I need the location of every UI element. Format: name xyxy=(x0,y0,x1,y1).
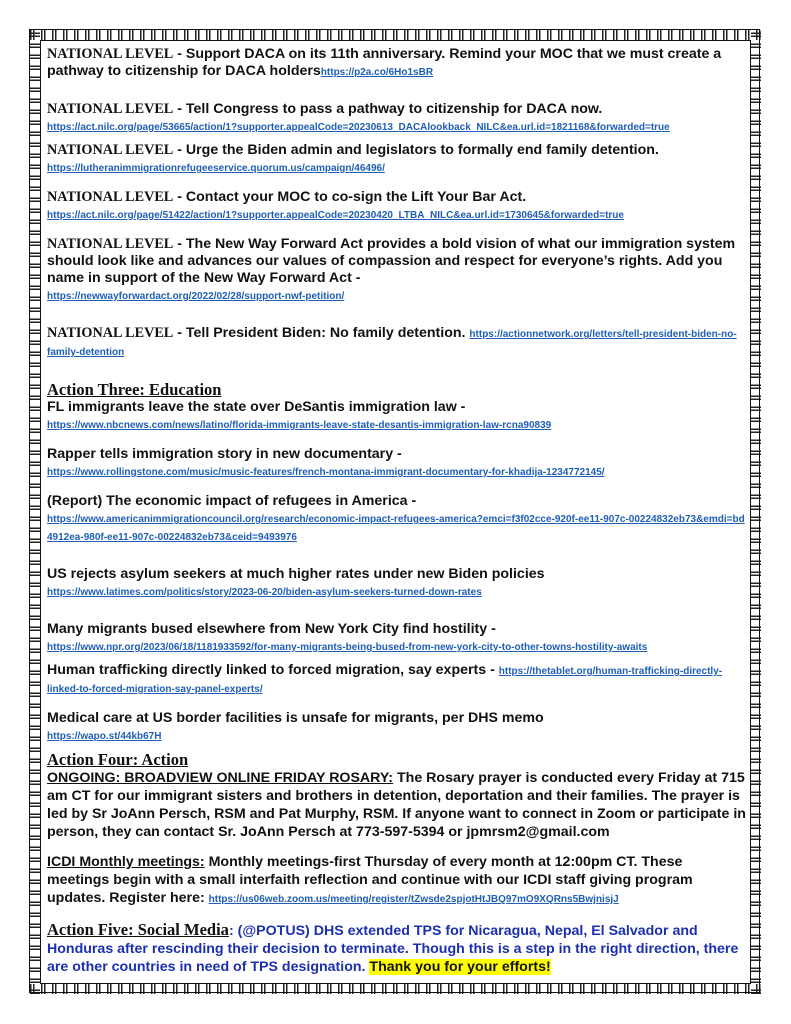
education-item-3: (Report) The economic impact of refugees in America - https://www.americanimmigrationcouncil.org/research/economic-impact-refugees-america?emci=f3f02cce-920f-ee11-907c-00224832eb73&emdi=bd4912ea-980f-ee11-907c-00224832eb73&ceid=9493976 xyxy=(47,493,745,543)
item-link[interactable]: https://www.latimes.com/politics/story/2023-06-20/biden-asylum-seekers-turned-down-rates xyxy=(47,587,482,598)
item-link[interactable]: https://www.nbcnews.com/news/latino/florida-immigrants-leave-state-desantis-immigration-law-rcna90839 xyxy=(47,420,552,431)
item-link[interactable]: https://thetablet.org/human-trafficking-directly-linked-to-forced-migration-say-panel-experts/ xyxy=(47,666,723,695)
education-item-2 xyxy=(47,446,747,481)
section-heading-action: Action Four: Action xyxy=(47,750,189,769)
item-text: FL immigrants leave the state over DeSantis immigration law - xyxy=(47,399,466,415)
item-text: Tell President Biden: No family detention xyxy=(185,325,462,341)
item-text: Tell Congress to pass a pathway to citizenship for DACA now. xyxy=(185,101,603,117)
rosary-title: ONGOING: BROADVIEW ONLINE FRIDAY ROSARY: xyxy=(47,770,394,786)
item-link[interactable]: https://wapo.st/44kb67H xyxy=(47,731,162,742)
level-label: NATIONAL LEVEL xyxy=(47,236,174,252)
item-link[interactable]: https://actionnetwork.org/letters/tell-president-biden-no-family-detention xyxy=(47,329,737,358)
national-item-5: NATIONAL LEVEL - The New Way Forward Act provides a bold vision of what our immigration system should look like and advances our values of compassion and respect for everyone’s rights. Add you name in support of the New Way Forward Act - https://newwayforwardact.org/2022/02/28/support-nwf-petition/ xyxy=(47,236,736,302)
icdi-paragraph: ICDI Monthly meetings: Monthly meetings-first Thursday of every month at 12:00pm CT. These meetings begin with a small interfaith reflection and continue with our ICDI staff giving program updates. Register here: https://us06web.zoom.us/meeting/register/tZwsde2spjotHtJBQ97mO9XQRns5BwjnisjJ xyxy=(47,854,693,906)
education-item-1 xyxy=(47,399,747,434)
national-item-6: NATIONAL LEVEL - Tell President Biden: No family detention. https://actionnetwork.org/letters/tell-president-biden-no-family-detention xyxy=(47,325,737,358)
education-item-7 xyxy=(47,710,747,745)
level-label: NATIONAL LEVEL xyxy=(47,46,174,62)
item-text: Contact your MOC to co-sign the Lift Your Bar Act. xyxy=(185,189,527,205)
item-text: US rejects asylum seekers at much higher rates under new Biden policies xyxy=(47,566,545,582)
item-text: Urge the Biden admin and legislators to formally end family detention. xyxy=(185,142,659,158)
page-content xyxy=(47,46,747,976)
national-item-2: NATIONAL LEVEL - Tell Congress to pass a pathway to citizenship for DACA now. https://act.nilc.org/page/53665/action/1?supporter.appealCode=20230613_DACAlookback_NILC&ea.url.id=1821168&forwarded=true xyxy=(47,101,670,133)
item-link[interactable]: https://act.nilc.org/page/53665/action/1?supporter.appealCode=20230613_DACAlookback_NILC&ea.url.id=1821168&forwarded=true xyxy=(47,122,670,133)
item-link[interactable]: https://act.nilc.org/page/51422/action/1?supporter.appealCode=20230420_LTBA_NILC&ea.url.id=1730645&forwarded=true xyxy=(47,210,624,221)
level-label: NATIONAL LEVEL xyxy=(47,142,174,158)
national-item-1: NATIONAL LEVEL - Support DACA on its 11th anniversary. Remind your MOC that we must create a pathway to citizenship for DACA holdershttps://p2a.co/6Ho1sBR xyxy=(47,46,722,79)
social-paragraph: Action Five: Social Media: (@POTUS) DHS extended TPS for Nicaragua, Nepal, El Salvador and Honduras after rescinding their decision to terminate. Though this is a step in the right direction, there are other countries in need of TPS designation. Thank you for your efforts! xyxy=(47,920,739,975)
rosary-paragraph xyxy=(47,769,747,841)
item-text: Rapper tells immigration story in new documentary - xyxy=(47,446,402,462)
icdi-title: ICDI Monthly meetings: xyxy=(47,854,205,870)
education-item-6 xyxy=(47,662,747,698)
item-link[interactable]: https://www.npr.org/2023/06/18/1181933592/for-many-migrants-being-bused-from-new-york-city-to-other-towns-hostility-awaits xyxy=(47,642,648,653)
rosary-text: The Rosary prayer is conducted every Friday at 715 am CT for our immigrant sisters and brothers in detention, deportation and their families. The prayer is led by Sr JoAnn Persch, RSM and Pat Murphy, RSM. If anyone want to connect in Zoom or participate in person, they can contact Sr. JoAnn Persch at 773-597-5394 or jpmrsm2@gmail.com xyxy=(47,770,746,840)
item-text: The New Way Forward Act provides a bold vision of what our immigration system should look like and advances our values of compassion and respect for everyone’s rights. Add you name in support of the New Way Forward Act xyxy=(47,236,736,286)
item-link[interactable]: https://p2a.co/6Ho1sBR xyxy=(320,67,434,78)
icdi-register-link[interactable]: https://us06web.zoom.us/meeting/register/tZwsde2spjotHtJBQ97mO9XQRns5BwjnisjJ xyxy=(208,894,619,905)
item-text: Support DACA on its 11th anniversary. Remind your MOC that we must create a pathway to citizenship for DACA holders xyxy=(47,46,722,79)
national-item-4: NATIONAL LEVEL - Contact your MOC to co-sign the Lift Your Bar Act. https://act.nilc.org/page/51422/action/1?supporter.appealCode=20230420_LTBA_NILC&ea.url.id=1730645&forwarded=true xyxy=(47,189,624,221)
item-link[interactable]: https://lutheranimmigrationrefugeeservice.quorum.us/campaign/46496/ xyxy=(47,163,385,174)
item-text: Many migrants bused elsewhere from New York City find hostility - xyxy=(47,621,496,637)
thank-you-highlight: Thank you for your efforts! xyxy=(369,959,551,975)
item-link[interactable]: https://newwayforwardact.org/2022/02/28/support-nwf-petition/ xyxy=(47,291,345,302)
item-text: (Report) The economic impact of refugees in America xyxy=(47,493,408,509)
education-item-5 xyxy=(47,621,747,656)
national-item-3: NATIONAL LEVEL - Urge the Biden admin and legislators to formally end family detention. https://lutheranimmigrationrefugeeservice.quorum.us/campaign/46496/ xyxy=(47,142,659,174)
level-label: NATIONAL LEVEL xyxy=(47,325,174,341)
section-heading-education: Action Three: Education xyxy=(47,380,222,399)
social-text: (@POTUS) DHS extended TPS for Nicaragua, Nepal, El Salvador and Honduras after rescinding their decision to terminate. Though this is a step in the right direction, there are other countries in need of TPS designation. xyxy=(47,923,739,975)
item-link[interactable]: https://www.americanimmigrationcouncil.org/research/economic-impact-refugees-america?emci=f3f02cce-920f-ee11-907c-00224832eb73&emdi=bd4912ea-980f-ee11-907c-00224832eb73&ceid=9493976 xyxy=(47,514,745,543)
section-heading-social: Action Five: Social Media xyxy=(47,920,229,939)
item-link[interactable]: https://www.rollingstone.com/music/music-features/french-montana-immigrant-documentary-for-khadija-1234772145/ xyxy=(47,467,605,478)
icdi-text: Monthly meetings-first Thursday of every month at 12:00pm CT. These meetings begin with a small interfaith reflection and continue with our ICDI staff giving program updates. Register here xyxy=(47,854,693,906)
level-label: NATIONAL LEVEL xyxy=(47,101,174,117)
item-text: Medical care at US border facilities is unsafe for migrants, per DHS memo xyxy=(47,710,544,726)
level-label: NATIONAL LEVEL xyxy=(47,189,174,205)
education-item-4 xyxy=(47,566,747,601)
item-text: Human trafficking directly linked to forced migration, say experts - xyxy=(47,662,495,678)
